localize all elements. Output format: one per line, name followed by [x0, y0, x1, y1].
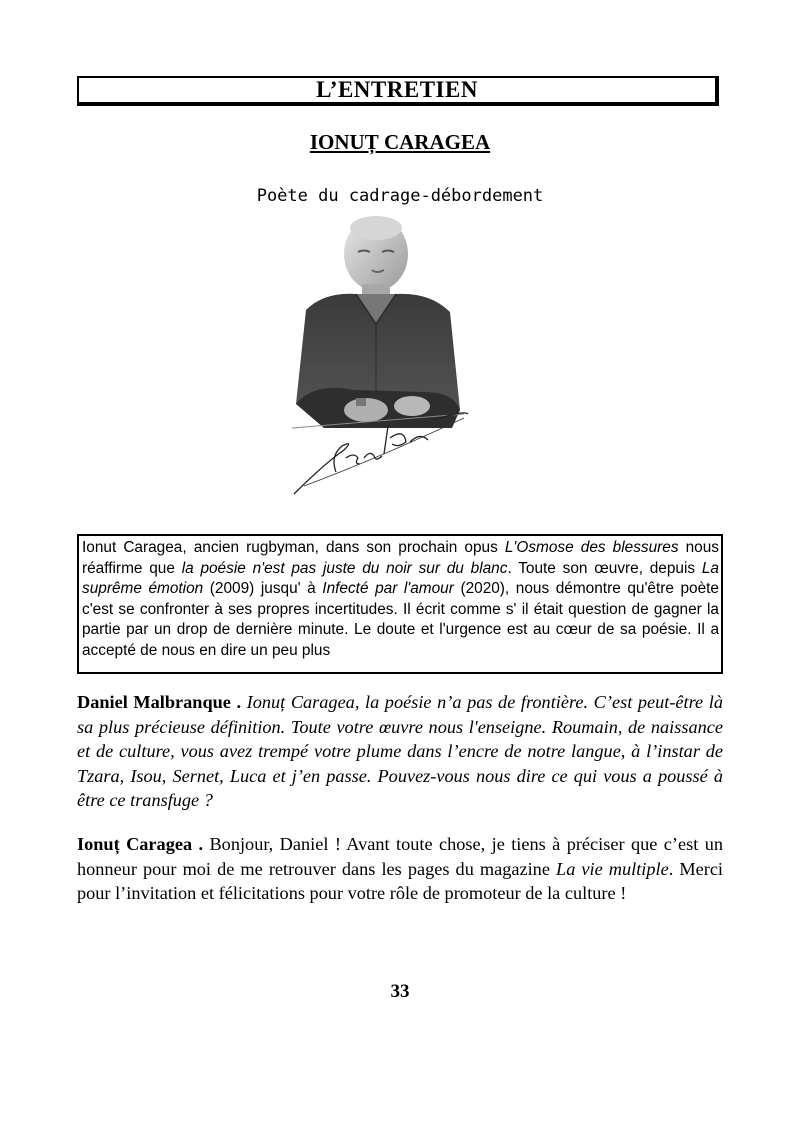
- intro-book-title: La suprême émotion: [82, 559, 719, 597]
- section-header-box: [77, 76, 719, 106]
- intro-text: (2020), nous démontre qu'être poète c'est se confronter à ses propres incertitudes. Il écrit comme s' il était question de gagner la partie par un drop de dernière minute. Le doute et l'urgence est au cœur de sa poésie. Il a accepté de nous en dire un peu plus: [82, 580, 719, 659]
- intro-text: nous réaffirme que: [82, 539, 719, 577]
- magazine-title: La vie multiple: [556, 858, 669, 879]
- question-text: Ionuț Caragea, la poésie n’a pas de frontière. C’est peut-être là sa plus précieuse définition. Toute votre œuvre nous l'enseigne. Roumain, de naissance et de culture, vous avez trempé votre plume dans l’encre de notre langue, à l’instar de Tzara, Isou, Sernet, Luca et j’en passe. Pouvez-vous nous dire ce qui vous a poussé à être ce transfuge ?: [77, 692, 723, 810]
- intro-quote: la poésie n'est pas juste du noir sur du blanc: [181, 559, 508, 577]
- intro-book-title: L'Osmose des blessures: [504, 539, 679, 556]
- intro-text: Ionut Caragea, ancien rugbyman, dans son prochain opus: [82, 539, 505, 556]
- intro-summary-box: [77, 534, 723, 674]
- interview-answer: [77, 832, 723, 906]
- answer-text: . Merci pour l’invitation et félicitations pour votre rôle de promoteur de la culture !: [77, 858, 724, 903]
- intro-text: (2009) jusqu' à: [203, 580, 323, 597]
- question-speaker: Daniel Malbranque .: [77, 692, 242, 712]
- author-portrait-photo: [284, 214, 474, 504]
- intro-book-title: Infecté par l'amour: [322, 580, 454, 597]
- answer-text: Bonjour, Daniel ! Avant toute chose, je tiens à préciser que c’est un honneur pour moi de me retrouver dans les pages du magazine: [77, 834, 723, 879]
- author-name-heading: IONUȚ CARAGEA: [309, 130, 491, 154]
- article-subtitle: Poète du cadrage-débordement: [256, 186, 544, 206]
- interview-question: [77, 690, 723, 813]
- answer-speaker: Ionuț Caragea .: [77, 834, 204, 854]
- section-title: L’ENTRETIEN: [316, 77, 478, 102]
- intro-text: . Toute son œuvre, depuis: [507, 559, 702, 577]
- page-number: 33: [390, 981, 410, 1002]
